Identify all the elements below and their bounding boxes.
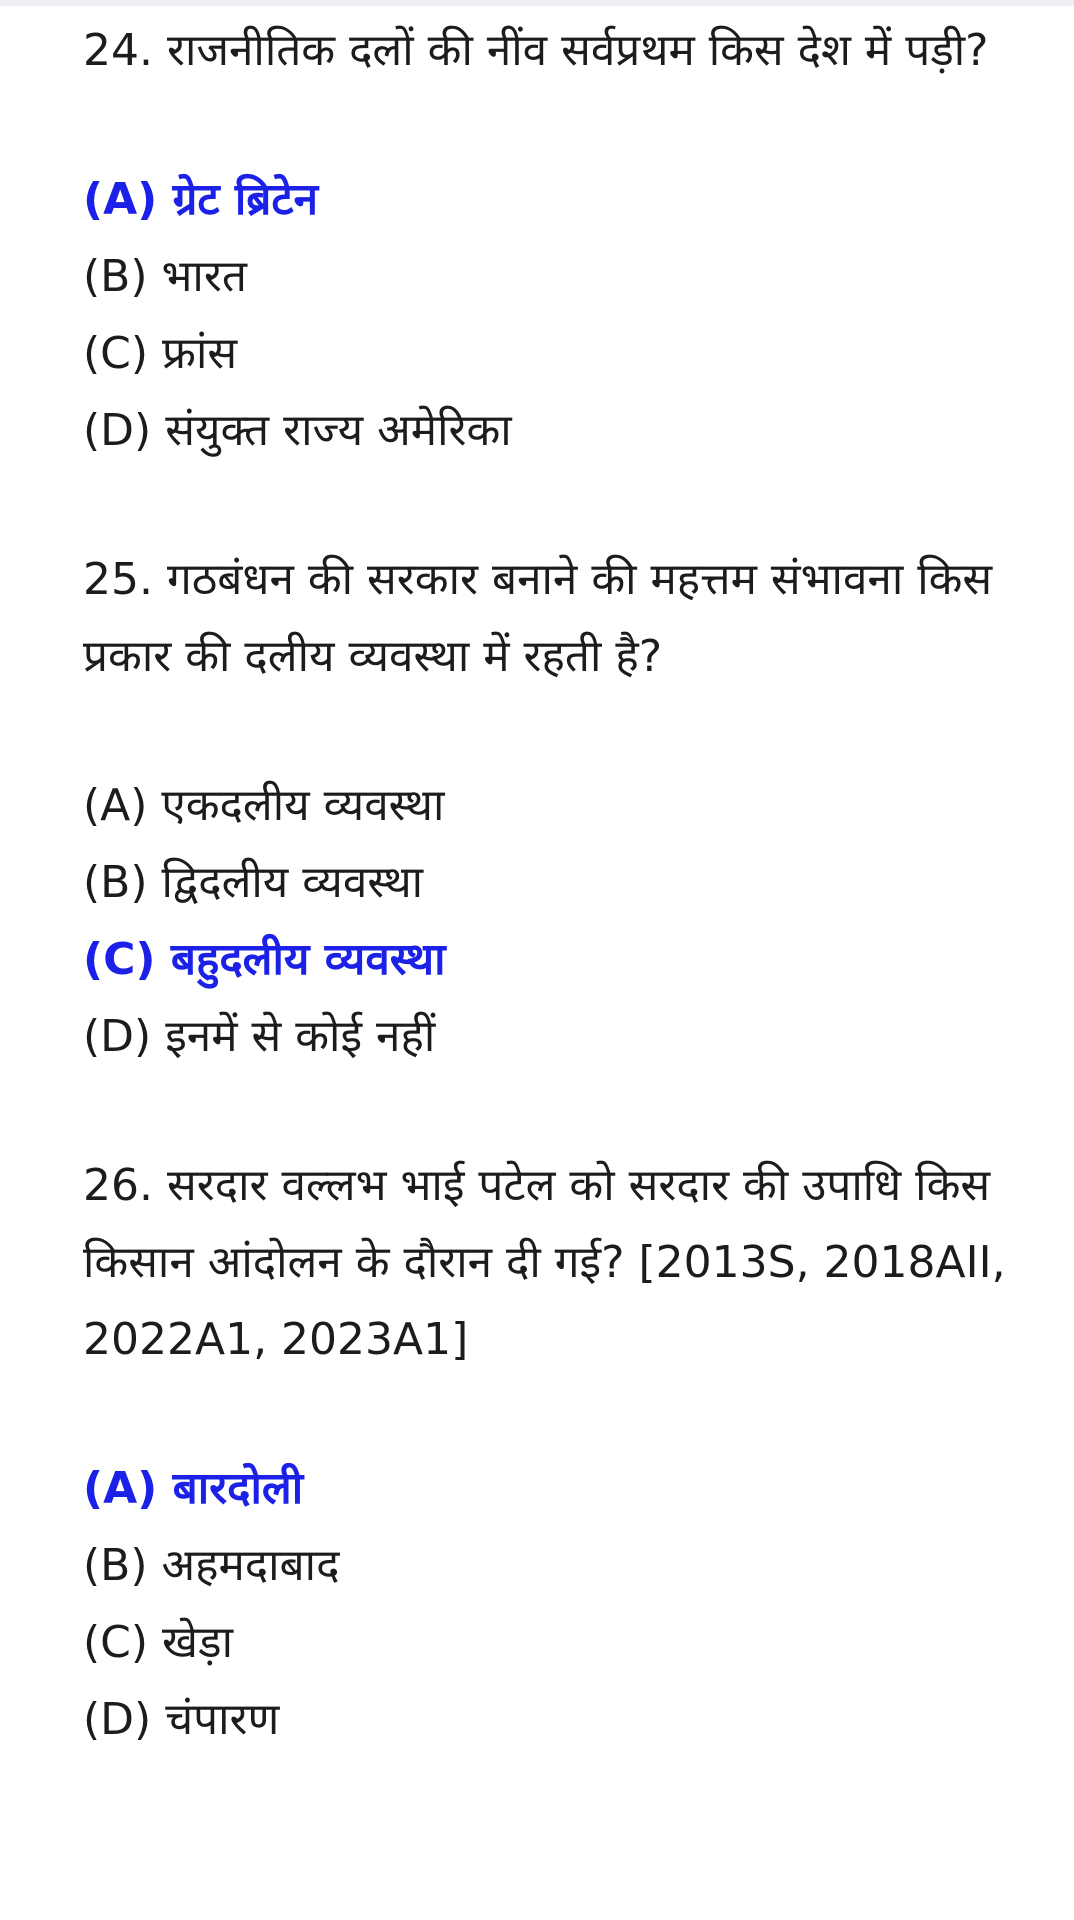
option-b: (B) भारत [83,251,247,302]
question-25 [83,541,1023,1075]
top-edge-strip [0,0,1074,6]
question-text: 26. सरदार वल्लभ भाई पटेल को सरदार की उपाधि किस किसान आंदोलन के दौरान दी गई? [2013S, 2018AII, 2022A1, 2023A1] [83,1160,1006,1365]
option-a-correct: (A) ग्रेट ब्रिटेन [83,174,319,225]
option-b: (B) द्विदलीय व्यवस्था [83,857,424,908]
question-text: 24. राजनीतिक दलों की नींव सर्वप्रथम किस देश में पड़ी? [83,25,989,76]
question-26 [83,1147,1023,1758]
question-text: 25. गठबंधन की सरकार बनाने की महत्तम संभावना किस प्रकार की दलीय व्यवस्था में रहती है? [83,554,993,682]
option-d: (D) संयुक्त राज्य अमेरिका [83,405,512,456]
question-list [83,12,1023,1758]
option-d: (D) इनमें से कोई नहीं [83,1011,436,1062]
option-c: (C) फ्रांस [83,328,238,379]
option-c: (C) खेड़ा [83,1617,233,1668]
option-d: (D) चंपारण [83,1694,280,1745]
options-list [83,767,1023,1075]
option-c-correct: (C) बहुदलीय व्यवस्था [83,934,446,985]
option-a-correct: (A) बारदोली [83,1463,304,1514]
option-a: (A) एकदलीय व्यवस्था [83,780,445,831]
question-24 [83,12,1023,469]
options-list [83,1450,1023,1758]
options-list [83,161,1023,469]
option-b: (B) अहमदाबाद [83,1540,340,1591]
